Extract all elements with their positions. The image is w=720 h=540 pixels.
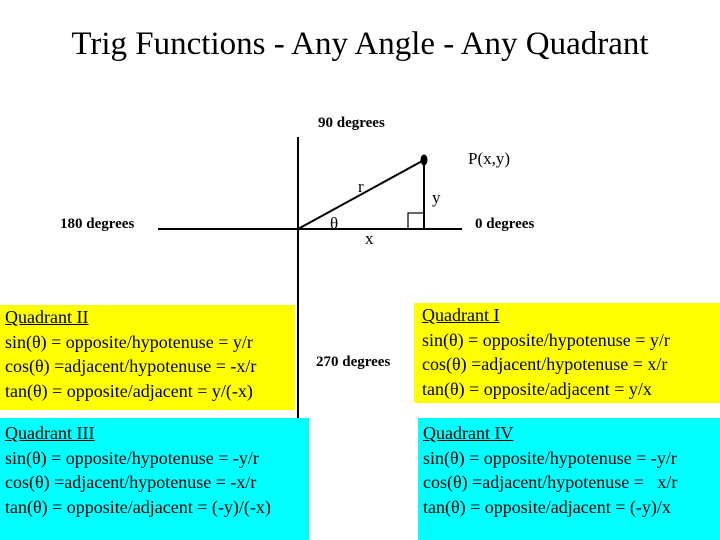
quadrant-iii-heading: Quadrant III: [5, 423, 95, 443]
label-180-degrees: 180 degrees: [60, 216, 135, 232]
label-r: r: [358, 177, 364, 196]
label-x: x: [365, 229, 374, 248]
quadrant-iv-box: [418, 418, 720, 540]
label-theta: θ: [330, 214, 339, 233]
label-0-degrees: 0 degrees: [475, 216, 535, 232]
quadrant-i-tan: tan(θ) = opposite/adjacent = y/x: [422, 378, 652, 399]
label-270-degrees: 270 degrees: [316, 354, 391, 370]
point-p-marker: [421, 155, 428, 166]
quadrant-iv-tan: tan(θ) = opposite/adjacent = (-y)/x: [423, 496, 671, 517]
label-y: y: [432, 188, 441, 207]
quadrant-iii-cos: cos(θ) =adjacent/hypotenuse = -x/r: [5, 472, 257, 492]
label-90-degrees: 90 degrees: [318, 115, 385, 131]
quadrant-iii-sin: sin(θ) = opposite/hypotenuse = -y/r: [5, 447, 259, 468]
quadrant-ii-sin: sin(θ) = opposite/hypotenuse = y/r: [5, 331, 253, 352]
quadrant-iii-tan: tan(θ) = opposite/adjacent = (-y)/(-x): [5, 496, 271, 517]
quadrant-i-box: [414, 303, 720, 403]
quadrant-iv-heading: Quadrant IV: [423, 423, 514, 443]
page-title: Trig Functions - Any Angle - Any Quadrant: [71, 26, 649, 62]
quadrant-ii-tan: tan(θ) = opposite/adjacent = y/(-x): [5, 380, 253, 401]
quadrant-ii-heading: Quadrant II: [5, 307, 89, 327]
label-point-p: P(x,y): [468, 149, 511, 168]
quadrant-iii-box: [0, 418, 309, 540]
quadrant-ii-cos: cos(θ) =adjacent/hypotenuse = -x/r: [5, 356, 257, 376]
quadrant-ii-box: [0, 305, 295, 410]
quadrant-i-sin: sin(θ) = opposite/hypotenuse = y/r: [422, 329, 670, 350]
quadrant-iv-cos: cos(θ) =adjacent/hypotenuse = x/r: [423, 472, 678, 492]
quadrant-i-heading: Quadrant I: [422, 305, 500, 325]
right-angle-marker: [408, 213, 424, 229]
quadrant-i-cos: cos(θ) =adjacent/hypotenuse = x/r: [422, 354, 668, 374]
quadrant-iv-sin: sin(θ) = opposite/hypotenuse = -y/r: [423, 447, 677, 468]
